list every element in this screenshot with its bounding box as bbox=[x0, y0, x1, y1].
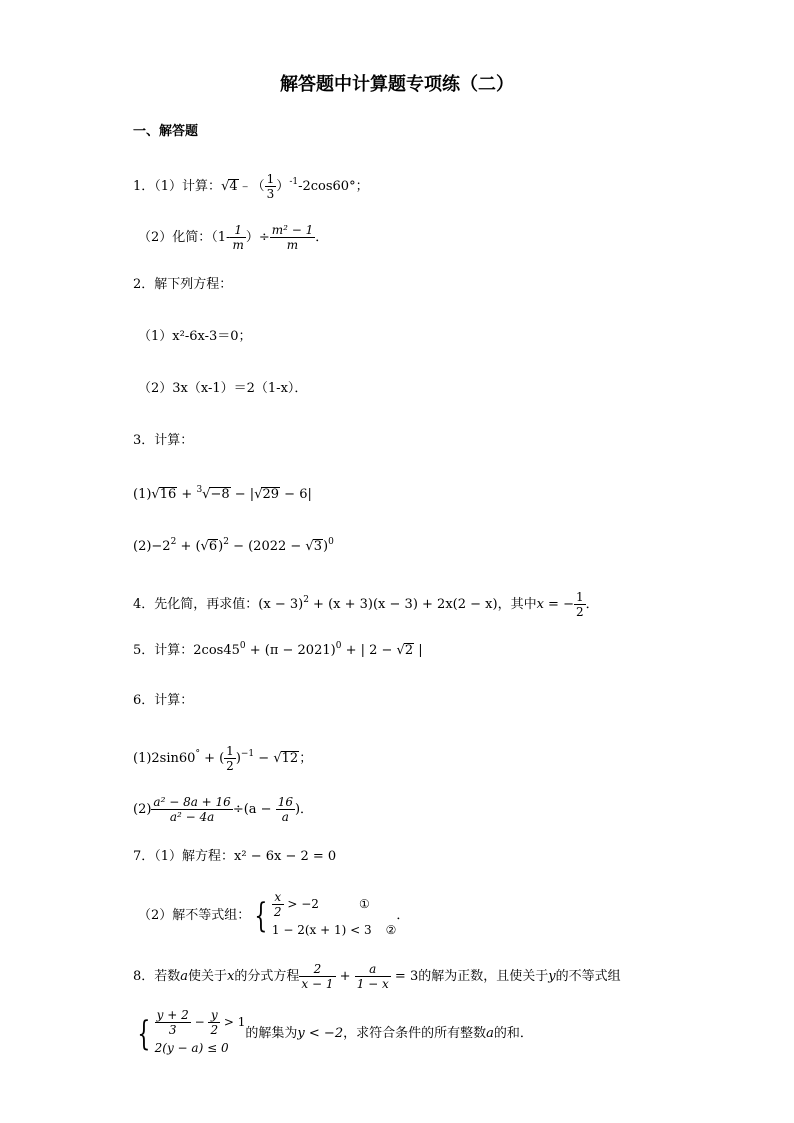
frac-num: x bbox=[272, 890, 284, 905]
q3-p2-b: + ( bbox=[176, 539, 201, 554]
frac-den: a² − 4a bbox=[169, 810, 215, 824]
q7-p2-prefix: （2）解不等式组： bbox=[138, 908, 251, 923]
frac-num: y bbox=[208, 1008, 220, 1023]
q3-p1-c: − | bbox=[230, 487, 255, 502]
q3-heading: 3．计算： bbox=[133, 433, 194, 448]
q3-cube-index: 3 bbox=[196, 485, 203, 495]
frac-num: 1 bbox=[575, 590, 584, 604]
q1-tail: -2cos60°； bbox=[298, 179, 369, 194]
q8-a: 8．若数 bbox=[133, 969, 181, 984]
frac-num: y + 2 bbox=[156, 1008, 189, 1022]
section-heading: 一、解答题 bbox=[133, 124, 199, 139]
q7-part2 bbox=[138, 890, 409, 941]
q5-c: + | 2 − bbox=[341, 643, 397, 658]
frac-den: 3 bbox=[266, 187, 275, 201]
q8-g: ，求符合条件的所有整数 bbox=[343, 1026, 487, 1041]
q7-ineq2: 1 − 2(x + 1) < 3 bbox=[271, 923, 372, 937]
q1-mid2: ） bbox=[276, 179, 290, 194]
q8-var-a: a bbox=[180, 969, 189, 984]
q6-p2-b: ÷(a − bbox=[232, 802, 276, 817]
frac-num: 1 bbox=[230, 223, 245, 238]
q6-frac bbox=[224, 744, 236, 773]
frac-num: 2 bbox=[299, 962, 335, 977]
q8-sys1-tail: > 1 bbox=[220, 1015, 246, 1029]
q3-exp3: 0 bbox=[328, 537, 334, 547]
q4-mid: ，其中 bbox=[497, 597, 537, 612]
q4-line bbox=[133, 590, 599, 619]
q6-exp2: −1 bbox=[240, 749, 255, 759]
q5-b: + (π − 2021) bbox=[245, 643, 336, 658]
q8-plus: + bbox=[335, 969, 355, 984]
frac-den: 3 bbox=[168, 1023, 177, 1037]
q3-p1-d: − 6| bbox=[280, 487, 312, 502]
frac-den: m bbox=[286, 238, 299, 252]
q6-part1: (1)2sin60° + ( $\frac{1}{2}$ )$^{-1}$ − √12； bbox=[133, 744, 313, 773]
q3-sqrt1: 16 bbox=[159, 487, 177, 502]
q1-p2-prefix: （2）化简：（1- bbox=[138, 230, 231, 245]
q6-frac2 bbox=[276, 795, 295, 824]
q6-p1-c: ) bbox=[235, 751, 241, 766]
q6-part2 bbox=[133, 795, 313, 824]
q3-part2: $(2)-2^2 + (√6)^2 - (2022 - √3)^0$ bbox=[133, 537, 334, 554]
q3-p1-a: (1) bbox=[133, 487, 152, 502]
q8-b: 使关于 bbox=[188, 969, 228, 984]
q2-heading: 2．解下列方程： bbox=[133, 277, 233, 292]
frac-den: 2 bbox=[575, 605, 584, 619]
q4-exp: 2 bbox=[303, 595, 309, 605]
q8-c: 的分式方程 bbox=[234, 969, 300, 984]
q8-var-x: x bbox=[227, 969, 235, 984]
q1-frac2 bbox=[270, 223, 316, 252]
q4-expr: (x − 3) bbox=[258, 597, 304, 612]
q6-p2-a: (2) bbox=[133, 802, 152, 817]
q4-x-value: x = − bbox=[536, 597, 574, 612]
frac-den: 2 bbox=[210, 1023, 219, 1037]
frac-num: 1 bbox=[266, 172, 275, 186]
q3-sqrt3: 29 bbox=[262, 487, 280, 502]
frac-den: x − 1 bbox=[301, 977, 334, 991]
frac-den: a bbox=[281, 810, 289, 824]
q1-number: 1． bbox=[133, 179, 155, 194]
q1-p1-prefix: （1）计算： bbox=[154, 179, 222, 194]
q3-exp2: 2 bbox=[223, 537, 229, 547]
q6-p2-c: )． bbox=[294, 802, 314, 817]
q8-line2 bbox=[133, 1008, 533, 1059]
frac-num: 16 bbox=[277, 795, 293, 809]
q6-p1-b: + ( bbox=[199, 751, 225, 766]
frac-num: m² − 1 bbox=[271, 223, 314, 237]
q1-part1: 1．（1）计算：√4﹣（ $\frac{1}{3}$ ）$^{-1}$-2cos60°； bbox=[133, 172, 369, 201]
q4-tail: ． bbox=[585, 597, 599, 612]
q7-frac bbox=[272, 890, 284, 919]
q6-p1-d: − bbox=[254, 751, 274, 766]
q7-ineq2-row bbox=[272, 919, 397, 941]
q8-sys-frac1 bbox=[155, 1008, 191, 1037]
q3-part1: (1)√16 + $^3$√−8 − |√29 − 6| bbox=[133, 485, 312, 502]
q5-line: 5．计算：$2\cos 45^0 + (\pi - 2021)^0$ + | 2 − √2 | bbox=[133, 641, 423, 658]
frac-num: 1 bbox=[226, 744, 234, 758]
q5-exp1: 0 bbox=[239, 641, 246, 651]
q8-sys2: 2(y − a) ≤ 0 bbox=[154, 1041, 229, 1055]
q3-p2-d: − (2022 − bbox=[228, 539, 306, 554]
q6-p1-e: ； bbox=[299, 751, 313, 766]
q3-p2-sqrt1: 6 bbox=[208, 539, 218, 554]
q8-e: 的不等式组 bbox=[555, 969, 621, 984]
frac-den: m bbox=[232, 238, 244, 252]
q4-fraction bbox=[574, 590, 586, 619]
q8-h: 的和． bbox=[493, 1026, 533, 1041]
q5-sqrt: 2 bbox=[404, 643, 414, 658]
q1-sqrt: 4 bbox=[229, 179, 238, 194]
q1-exp: -1 bbox=[289, 177, 299, 187]
page-title: 解答题中计算题专项练（二） bbox=[280, 74, 514, 95]
brace-icon: { bbox=[137, 1013, 151, 1054]
q1-p2-tail: ． bbox=[315, 230, 329, 245]
q3-sqrt2: −8 bbox=[210, 487, 230, 502]
q8-sys1 bbox=[155, 1008, 246, 1037]
q7-mark2: ② bbox=[385, 923, 397, 937]
q5-a: 2cos45 bbox=[193, 643, 240, 658]
q7-system bbox=[272, 890, 397, 941]
q1-p2-mid: ）÷ bbox=[245, 230, 270, 245]
q8-cond: y < −2 bbox=[297, 1026, 344, 1041]
q4-expr2: + (x + 3)(x − 3) + 2x(2 − x) bbox=[308, 597, 498, 612]
q3-p2-a: (2)−2 bbox=[133, 539, 171, 554]
q8-d: = 3的解为正数，且使关于 bbox=[390, 969, 549, 984]
q5-heading: 5．计算： bbox=[133, 643, 194, 658]
q8-line1 bbox=[133, 962, 621, 991]
q7-tail: ． bbox=[396, 908, 410, 923]
q3-p2-c: ) bbox=[218, 539, 224, 554]
q1-fraction bbox=[265, 172, 277, 201]
q8-var-y: y bbox=[548, 969, 556, 984]
q6-p1-a: (1)2sin60 bbox=[133, 751, 196, 766]
q8-frac2 bbox=[355, 962, 391, 991]
q1-mid1: ﹣（ bbox=[238, 179, 265, 194]
q6-heading: 6．计算： bbox=[133, 693, 194, 708]
q6-exp1: ° bbox=[195, 749, 200, 759]
frac-den: 1 − x bbox=[356, 977, 389, 991]
q8-f: 的解集为 bbox=[245, 1026, 298, 1041]
frac-den: 2 bbox=[273, 905, 282, 919]
q2-part1: （1）x²-6x-3＝0； bbox=[138, 329, 252, 344]
q5-exp2: 0 bbox=[335, 641, 342, 651]
q4-heading: 4．先化简，再求值： bbox=[133, 597, 259, 612]
q6-sqrt: 12 bbox=[281, 751, 299, 766]
q8-var-a2: a bbox=[486, 1026, 494, 1041]
q8-sys1-mid: − bbox=[190, 1015, 209, 1029]
q7-part1: 7．（1）解方程：x² − 6x − 2 = 0 bbox=[133, 849, 337, 864]
q5-d: | bbox=[414, 643, 423, 658]
q3-p2-e: ) bbox=[323, 539, 329, 554]
brace-icon: { bbox=[254, 895, 268, 936]
frac-num: a² − 8a + 16 bbox=[153, 795, 231, 809]
q3-p2-sqrt2: 3 bbox=[313, 539, 322, 554]
q7-ineq1 bbox=[272, 890, 397, 919]
q3-p1-b: + bbox=[177, 487, 197, 502]
q8-frac1 bbox=[299, 962, 335, 991]
q7-mark1: ① bbox=[358, 897, 370, 911]
q7-ineq1-tail: > −2 bbox=[283, 897, 319, 911]
frac-den: 2 bbox=[226, 759, 234, 773]
q1-frac1 bbox=[230, 223, 245, 252]
q3-exp1: 2 bbox=[170, 537, 177, 547]
q8-sys-frac2 bbox=[208, 1008, 220, 1037]
q8-system bbox=[155, 1008, 246, 1059]
q6-frac1 bbox=[151, 795, 232, 824]
q2-part2: （2）3x（x-1）＝2（1-x）． bbox=[138, 381, 308, 396]
q1-part2 bbox=[138, 223, 328, 252]
frac-num: a bbox=[355, 962, 391, 977]
